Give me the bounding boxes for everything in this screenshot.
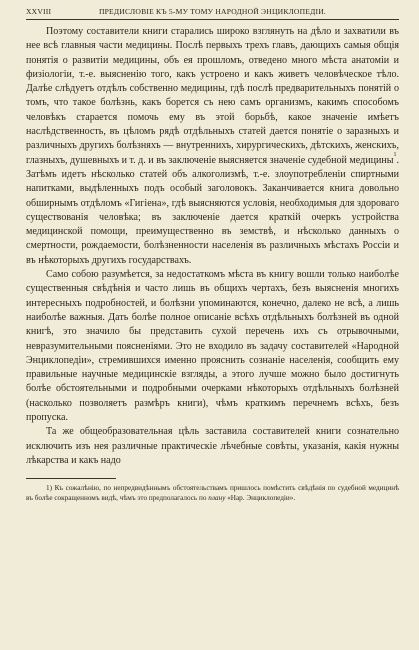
footnote-marker: 1) [46,484,52,493]
page-number: XXVIII [26,7,52,16]
footnote-rule [26,478,116,479]
paragraph-1 [26,25,399,268]
footnote-ref: 1 [393,151,397,158]
header-rule [26,19,399,20]
running-head [26,6,399,18]
running-title: ПРЕДИСЛОВIЕ КЪ 5-МУ ТОМУ НАРОДНОЙ ЭНЦИКЛОПЕДIИ. [98,7,327,16]
paragraph-3 [26,425,399,468]
body-text [26,25,399,468]
paragraph-1-text-b: . Затѣмъ идетъ нѣсколько статей объ алкоголизмѣ, т.-е. злоупотребленiи спиртными напитками, выдѣленныхъ подъ особый заголовокъ. Заканчивается книга довольно обширнымъ отдѣломъ «Гигiена», гдѣ выясняются условiя, необходимыя для здороваго существованiя человѣка; въ заключенiе дается краткiй очеркъ устройства медицинской помощи, преимущественно въ земствѣ, и нѣсколько данныхъ о смертности, рождаемости, болѣзненности населенiя въ различныхъ мѣстахъ Россiи и въ нѣкоторыхъ другихъ государствахъ. [26,154,399,266]
paragraph-3-text: Та же общеобразовательная цѣль заставила составителей книги сознательно исключить изъ нея различные практическiе лѣчебные совѣты, указанiя, какiя нужны лѣкарства и какъ надо [26,426,399,466]
footnote-paragraph [26,483,399,503]
footnote [26,483,399,503]
paragraph-1-text-a: Поэтому составители книги старались широко взглянуть на дѣло и захватили въ нее всѣ главныя части медицины. Послѣ первыхъ трехъ главъ, дающихъ самыя общiя понятiя о развитiи медицины, объ ея прошломъ, отведено много мѣста анатомiи и физiологiи, т.-е. выясненiю того, какъ устроено и какъ живетъ человѣческое тѣло. Далѣе слѣдуетъ отдѣлъ собственно медицины, гдѣ послѣ предварительныхъ понятiй о томъ, что такое болѣзнь, какъ борется съ нею самъ организмъ, какимъ способомъ человѣкъ старается помочь ему въ этой борьбѣ, какое значенiе имѣетъ наслѣдственность, въ цѣломъ рядѣ отдѣльныхъ статей дается понятiе о заразныхъ и различныхъ другихъ болѣзняхъ — внутреннихъ, хирургическихъ, дѣтскихъ, женскихъ, глазныхъ, душевныхъ и т. д. и въ заключенiе выясняется значенiе судебной медицины [26,26,399,166]
footnote-text-a: Къ сожалѣнiю, по непредвидѣннымъ обстоятельствамъ пришлось помѣстить свѣдѣнiя по судебной медицинѣ въ болѣе сокращенномъ видѣ, чѣмъ это предполагалось по [26,484,400,503]
footnote-italic: плану [208,494,226,503]
paragraph-2-text: Само собою разумѣется, за недостаткомъ мѣста въ книгу вошли только наиболѣе существенныя свѣдѣнiя и часто лишь въ общихъ чертахъ, безъ выясненiя многихъ интересныхъ подробностей, и болѣзни упоминаются, конечно, далеко не всѣ, а лишь наиболѣе важныя. Дать болѣе полное описанiе всѣхъ отдѣльныхъ болѣзней въ одной книгѣ, это значило бы представить сухой перечень ихъ съ отрывочными, невразумительными поясненiями. Это не входило въ задачу составителей «Народной Энциклопедiи», стремившихся именно прояснить сознанiе населенiя, сообщить ему правильные научные медицинскiе взгляды, а этого лучше можно было достигнуть болѣе обстоятельными и подробными очерками нѣкоторыхъ отдѣльныхъ болѣзней (насколько позволяетъ размѣръ книги), чѣмъ краткимъ перечнемъ всѣхъ, безъ пропуска. [26,269,399,424]
paragraph-2 [26,268,399,425]
footnote-text-b: «Нар. Энциклопедiи». [225,494,296,503]
